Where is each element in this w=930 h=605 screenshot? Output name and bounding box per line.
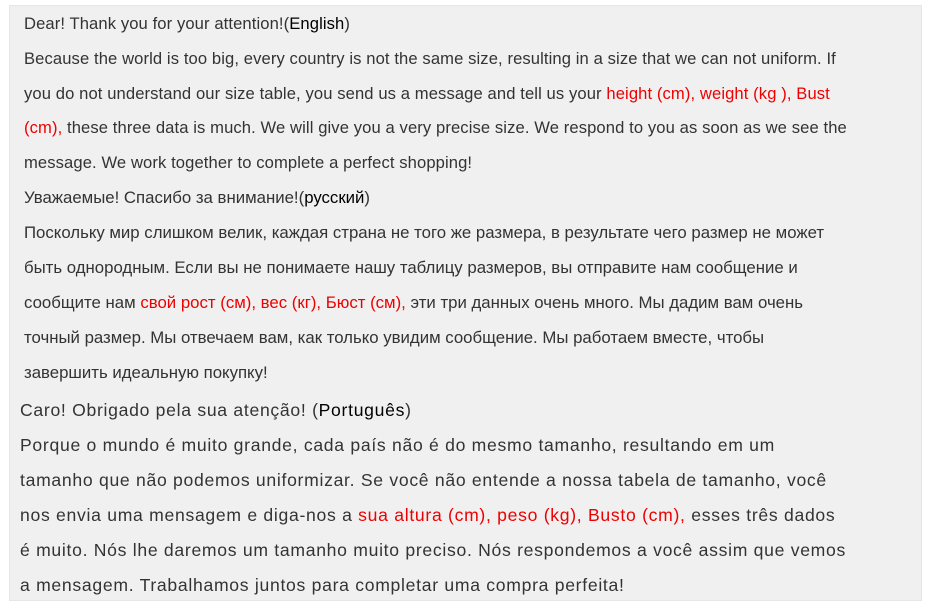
russian-measurements: свой рост (см), вес (кг), Бюст (см), [140, 293, 406, 312]
portuguese-line-3: nos envia uma mensagem e diga-nos a sua altura (cm), peso (kg), Busto (cm), esses três dados [20, 505, 836, 525]
portuguese-measurements: sua altura (cm), peso (kg), Busto (cm), [358, 505, 686, 525]
russian-language-label: русский [304, 188, 365, 207]
english-line-1: Because the world is too big, every country is not the same size, resulting in a size that we can not uniform. If [24, 49, 836, 68]
russian-line-4: точный размер. Мы отвечаем вам, как только увидим сообщение. Мы работаем вместе, чтобы [24, 328, 765, 347]
english-line-4: message. We work together to complete a perfect shopping! [24, 153, 473, 172]
portuguese-line-4: é muito. Nós lhe daremos um tamanho muito preciso. Nós respondemos a você assim que vemos [20, 540, 847, 560]
russian-greeting: Уважаемые! Спасибо за внимание!(русский) [24, 188, 370, 207]
russian-line-2: быть однородным. Если вы не понимаете нашу таблицу размеров, вы отправите нам сообщение и [24, 258, 798, 277]
english-line-3: (cm), these three data is much. We will give you a very precise size. We respond to you as soon as we see the [24, 118, 847, 137]
portuguese-line-1: Porque o mundo é muito grande, cada país não é do mesmo tamanho, resultando em um [20, 435, 776, 455]
portuguese-line-5: a mensagem. Trabalhamos juntos para completar uma compra perfeita! [20, 575, 625, 595]
russian-line-1: Поскольку мир слишком велик, каждая страна не того же размера, в результате чего размер не может [24, 223, 825, 242]
portuguese-line-2: tamanho que não podemos uniformizar. Se você não entende a nossa tabela de tamanho, você [20, 470, 827, 490]
portuguese-language-label: Português [318, 400, 406, 420]
portuguese-greeting: Caro! Obrigado pela sua atenção! (Português) [20, 400, 412, 420]
english-line-2: you do not understand our size table, you send us a message and tell us your height (cm), weight (kg ), Bust [24, 84, 830, 103]
russian-line-3: сообщите нам свой рост (см), вес (кг), Бюст (см), эти три данных очень много. Мы дадим вам очень [24, 293, 804, 312]
english-measurements: height (cm), weight (kg ), Bust [606, 84, 830, 103]
russian-line-5: завершить идеальную покупку! [24, 363, 268, 382]
english-greeting: Dear! Thank you for your attention!(English) [24, 14, 351, 33]
size-notice-panel [9, 5, 922, 601]
english-language-label: English [289, 14, 345, 33]
